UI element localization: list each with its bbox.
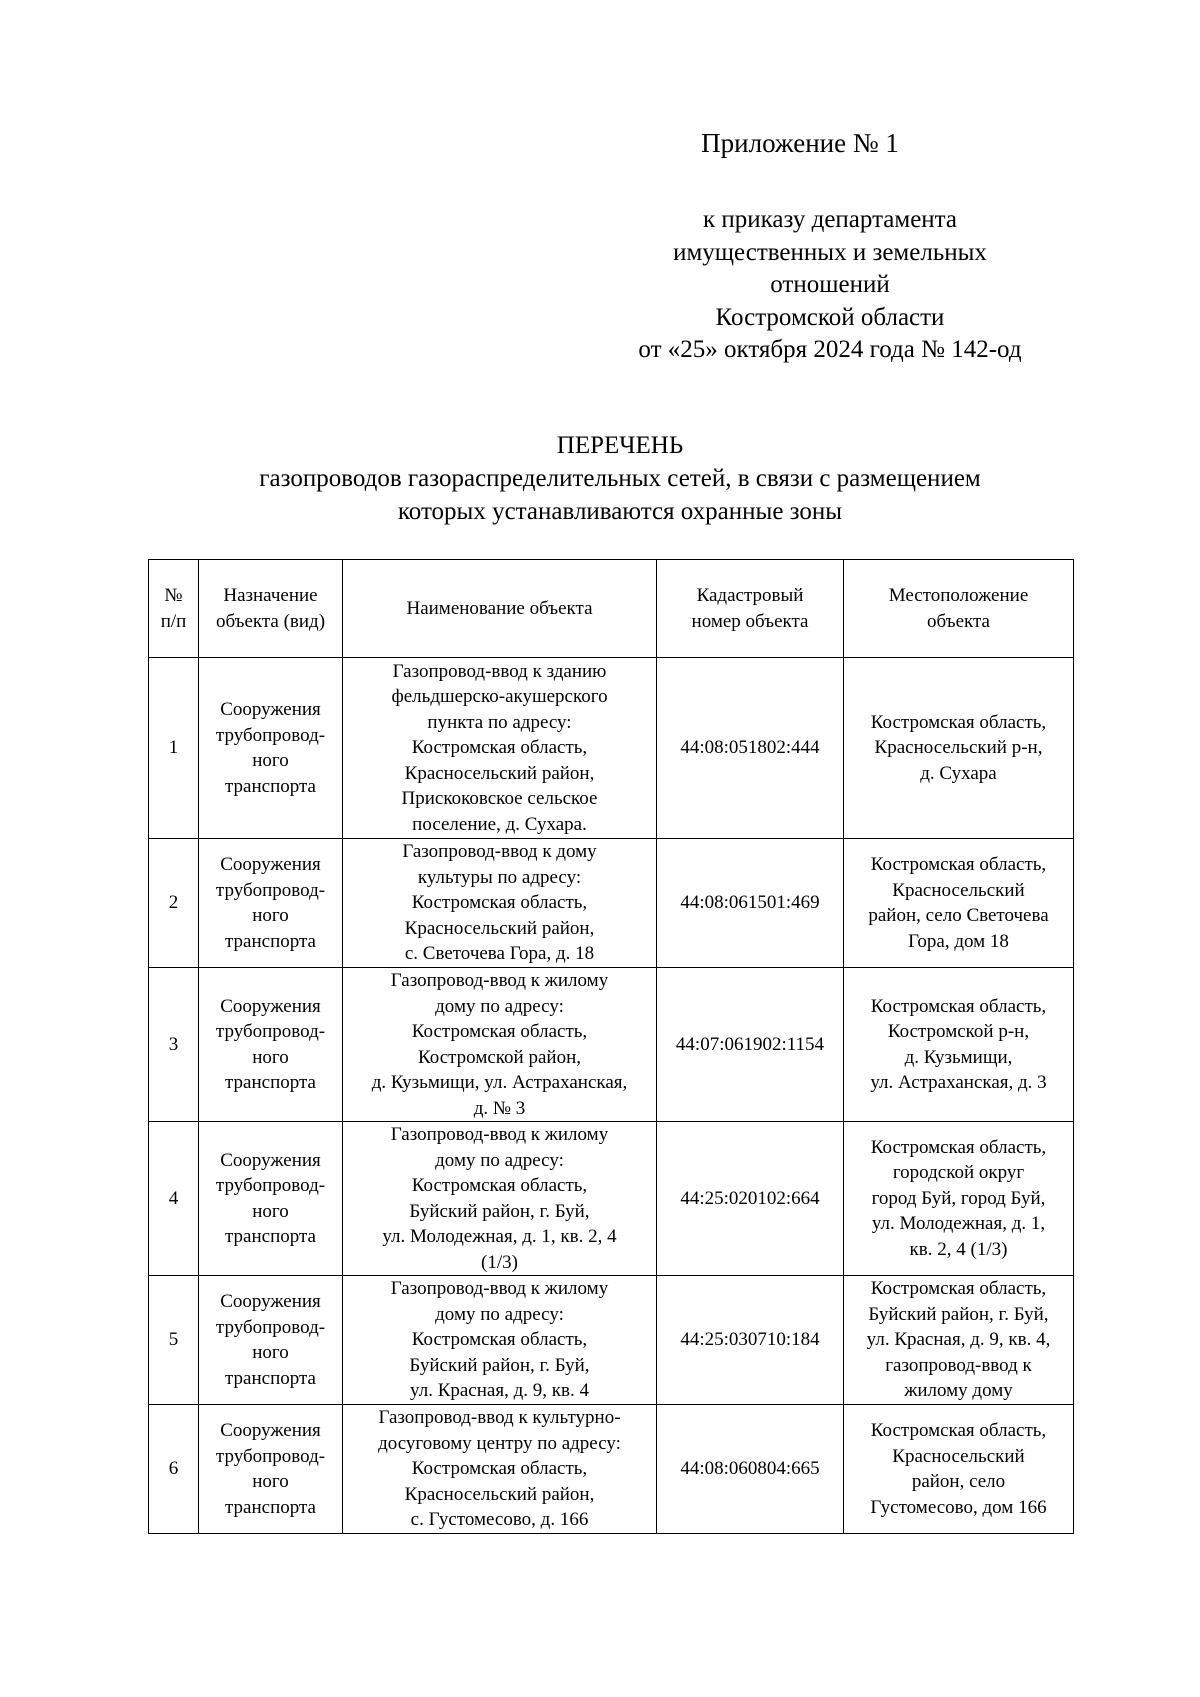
cell-line: Костромская область,	[870, 1278, 1047, 1300]
cell-line: дому по адресу:	[435, 1303, 564, 1325]
cell-line: фельдшерско-акушерского	[391, 686, 608, 708]
cell-line: Газопровод-ввод к жилому	[390, 970, 609, 991]
cell-purpose	[199, 968, 343, 1122]
cell-line: Красносельский район,	[404, 917, 595, 939]
cell-line: Костромская область,	[411, 892, 588, 914]
cell-line: Буйский район, г. Буй,	[409, 1200, 590, 1222]
cell-line: Сооружения	[220, 995, 321, 1017]
header-text: объекта (вид)	[215, 610, 326, 632]
table-row	[149, 1405, 1074, 1534]
order-reference-line: к приказу департамента	[702, 206, 958, 233]
cell-line: пункта по адресу:	[427, 711, 572, 733]
cell-line: Газопровод-ввод к жилому	[390, 1278, 609, 1300]
cell-line: трубопровод-	[215, 1445, 326, 1467]
pipelines-table	[148, 559, 1074, 1534]
cell-line: ул. Красная, д. 9, кв. 4	[410, 1380, 589, 1402]
cell-cadastral: 44:25:030710:184	[657, 1276, 844, 1405]
order-reference-line: Костромской области	[715, 303, 945, 331]
cell-line: трубопровод-	[215, 879, 326, 901]
cell-line: ул. Астраханская, д. 3	[870, 1072, 1047, 1093]
cell-line: Костромской район,	[418, 1046, 581, 1068]
header-text: №	[164, 585, 183, 606]
cell-line: район, село	[911, 1471, 1006, 1492]
cell-line: (1/3)	[481, 1251, 518, 1273]
cell-num: 5	[149, 1276, 199, 1405]
cell-num: 4	[149, 1122, 199, 1276]
header-text: номер объекта	[691, 610, 809, 632]
cell-line: д. Сухара	[920, 762, 997, 784]
cell-name	[343, 1405, 657, 1534]
cell-cadastral: 44:08:061501:469	[657, 839, 844, 968]
cell-name	[343, 1276, 657, 1405]
cell-location	[844, 658, 1074, 839]
cell-line: Красносельский	[892, 1445, 1025, 1467]
cell-line: Костромская область,	[870, 995, 1047, 1017]
cell-cadastral: 44:25:020102:664	[657, 1122, 844, 1276]
cell-num: 3	[149, 968, 199, 1122]
table-row	[149, 839, 1074, 968]
cell-location	[844, 839, 1074, 968]
cell-line: Костромская область,	[870, 854, 1047, 875]
header-location	[844, 560, 1074, 658]
cell-line: Красносельский район,	[404, 762, 595, 784]
cell-line: транспорта	[225, 1072, 316, 1093]
order-reference	[560, 204, 1100, 367]
cell-location	[844, 1276, 1074, 1405]
cell-line: жилому дому	[904, 1380, 1013, 1402]
document-subtitle-line: которых устанавливаются охранные зоны	[397, 498, 843, 525]
cell-line: д. Кузьмищи,	[904, 1046, 1013, 1068]
cell-line: кв. 2, 4 (1/3)	[909, 1238, 1008, 1260]
table-row	[149, 1276, 1074, 1405]
cell-line: транспорта	[225, 930, 316, 952]
appendix-title: Приложение № 1	[701, 128, 899, 158]
cell-line: трубопровод-	[215, 1316, 326, 1338]
cell-name	[343, 1122, 657, 1276]
cell-line: городской округ	[892, 1162, 1025, 1184]
cell-line: Костромская область,	[870, 1420, 1047, 1441]
cell-line: ул. Красная, д. 9, кв. 4,	[866, 1329, 1051, 1351]
header-text: Местоположение	[888, 585, 1029, 606]
order-reference-line: имущественных и земельных	[673, 238, 987, 266]
header-num	[149, 560, 199, 658]
header-text: п/п	[160, 610, 187, 632]
cell-num: 6	[149, 1405, 199, 1534]
cell-line: ного	[252, 750, 289, 771]
cell-name	[343, 658, 657, 839]
cell-line: Костромская область,	[411, 1458, 588, 1480]
cell-location	[844, 1122, 1074, 1276]
document-subtitle-line: газопроводов газораспределительных сетей, в связи с размещением	[259, 465, 981, 492]
cell-line: Красносельский	[892, 879, 1025, 901]
cell-line: д. № 3	[473, 1097, 526, 1119]
cell-location	[844, 968, 1074, 1122]
cell-line: Буйский район, г. Буй,	[409, 1354, 590, 1376]
cell-line: ного	[252, 1046, 289, 1068]
cell-line: Костромская область,	[411, 1329, 588, 1351]
cell-purpose	[199, 1405, 343, 1534]
header-name	[343, 560, 657, 658]
cell-line: ного	[252, 905, 289, 926]
cell-cadastral: 44:08:051802:444	[657, 658, 844, 839]
cell-line: транспорта	[225, 1226, 316, 1247]
header-text: объекта	[927, 610, 990, 632]
cell-line: Прискоковское сельское	[401, 788, 598, 810]
order-reference-date: от «25» октября 2024 года № 142-од	[638, 336, 1022, 363]
cell-line: трубопровод-	[215, 724, 326, 746]
cell-line: Сооружения	[220, 1149, 321, 1171]
cell-line: Красносельский район,	[404, 1483, 595, 1505]
header-text: Кадастровый	[696, 585, 804, 606]
cell-line: Костромская область,	[411, 737, 588, 759]
cell-line: трубопровод-	[215, 1175, 326, 1196]
cell-line: Костромская область,	[411, 1175, 588, 1196]
cell-name	[343, 968, 657, 1122]
cell-purpose	[199, 658, 343, 839]
cell-line: транспорта	[225, 1496, 316, 1518]
cell-line: ного	[252, 1200, 289, 1222]
cell-line: Красносельский р-н,	[874, 737, 1043, 759]
cell-line: Газопровод-ввод к жилому	[390, 1124, 609, 1145]
cell-line: ул. Молодежная, д. 1,	[871, 1213, 1046, 1235]
cell-num: 2	[149, 839, 199, 968]
cell-line: Костромская область,	[870, 1136, 1047, 1158]
cell-line: Газопровод-ввод к дому	[402, 841, 597, 863]
cell-line: Сооружения	[220, 699, 321, 720]
cell-line: ного	[252, 1471, 289, 1492]
cell-line: Костромской р-н,	[887, 1021, 1030, 1042]
cell-line: Сооружения	[220, 1291, 321, 1312]
cell-purpose	[199, 839, 343, 968]
table-row	[149, 1122, 1074, 1276]
cell-line: газопровод-ввод к	[885, 1354, 1032, 1376]
cell-line: район, село Светочева	[868, 905, 1049, 926]
cell-line: культуры по адресу:	[417, 866, 582, 888]
cell-line: с. Светочева Гора, д. 18	[404, 943, 595, 965]
cell-line: транспорта	[225, 775, 316, 797]
header-cadastral	[657, 560, 844, 658]
cell-line: Сооружения	[220, 1420, 321, 1441]
cell-line: Костромская область,	[870, 711, 1047, 733]
table-row	[149, 658, 1074, 839]
cell-line: трубопровод-	[215, 1021, 326, 1042]
order-reference-line: отношений	[770, 271, 890, 298]
table-row	[149, 968, 1074, 1122]
cell-line: поселение, д. Сухара.	[412, 813, 587, 835]
document-heading	[100, 429, 1140, 528]
cell-line: дому по адресу:	[435, 1149, 564, 1171]
cell-purpose	[199, 1276, 343, 1405]
cell-num: 1	[149, 658, 199, 839]
cell-location	[844, 1405, 1074, 1534]
cell-line: Сооружения	[220, 854, 321, 875]
cell-line: Костромская область,	[411, 1021, 588, 1042]
cell-line: Газопровод-ввод к зданию	[392, 660, 607, 682]
cell-line: с. Густомесово, д. 166	[410, 1509, 589, 1531]
header-text: Назначение	[223, 585, 318, 606]
cell-line: досуговому центру по адресу:	[378, 1432, 621, 1454]
cell-line: д. Кузьмищи, ул. Астраханская,	[371, 1072, 628, 1093]
cell-cadastral: 44:08:060804:665	[657, 1405, 844, 1534]
header-text: Наименование объекта	[406, 597, 593, 619]
cell-line: дому по адресу:	[435, 995, 564, 1017]
cell-line: Гора, дом 18	[908, 930, 1009, 952]
cell-line: транспорта	[225, 1367, 316, 1389]
table-header-row	[149, 560, 1074, 658]
cell-line: город Буй, город Буй,	[871, 1187, 1046, 1209]
cell-line: ул. Молодежная, д. 1, кв. 2, 4	[382, 1226, 617, 1247]
document-title: ПЕРЕЧЕНЬ	[556, 432, 684, 459]
cell-line: Газопровод-ввод к культурно-	[378, 1407, 621, 1429]
cell-line: ного	[252, 1342, 289, 1363]
header-purpose	[199, 560, 343, 658]
cell-name	[343, 839, 657, 968]
cell-line: Буйский район, г. Буй,	[868, 1303, 1049, 1325]
cell-purpose	[199, 1122, 343, 1276]
cell-line: Густомесово, дом 166	[870, 1496, 1047, 1518]
cell-cadastral: 44:07:061902:1154	[657, 968, 844, 1122]
